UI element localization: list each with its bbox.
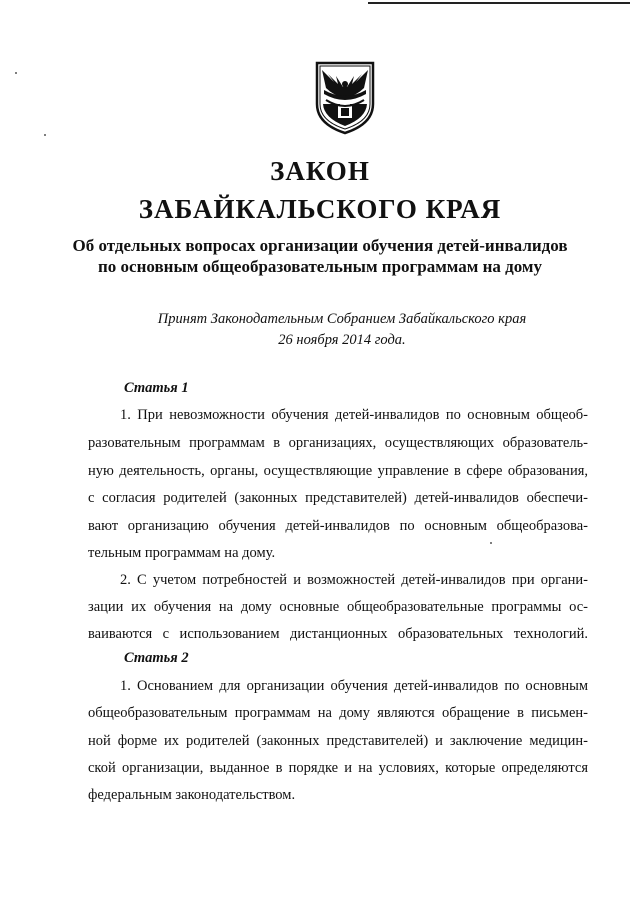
article-2-heading: Статья 2 xyxy=(124,650,189,666)
article-1-text-line: вают организацию обучения детей-инвалидов по основным общеобразова- xyxy=(88,518,588,534)
article-2-text-line: федеральным законодательством. xyxy=(88,787,296,803)
document-type-title: ЗАКОН xyxy=(270,156,370,186)
article-1-text-line: 1. При невозможности обучения детей-инвалидов по основным общеоб- xyxy=(120,407,588,423)
article-1-text-line: тельным программам на дому. xyxy=(88,545,276,561)
article-1-text-line: с согласия родителей (законных представителей) детей-инвалидов обеспечи- xyxy=(88,490,588,506)
article-1-text-line: ваиваются с использованием дистанционных образовательных технологий. xyxy=(88,626,588,642)
scan-speck xyxy=(490,542,492,544)
adoption-date: 26 ноября 2014 года. xyxy=(278,332,406,348)
article-2-text-line: 1. Основанием для организации обучения детей-инвалидов по основным xyxy=(120,678,588,694)
law-subject-line-2: по основным общеобразовательным программам на дому xyxy=(98,257,542,276)
adoption-note-line-1: Принят Законодательным Собранием Забайкальского края xyxy=(157,311,527,327)
article-1-text-line: 2. С учетом потребностей и возможностей детей-инвалидов при органи- xyxy=(120,572,588,588)
article-2-text-line: общеобразовательным программам на дому являются обращение в письмен- xyxy=(88,705,588,721)
law-subject-line-1: Об отдельных вопросах организации обучения детей-инвалидов xyxy=(72,236,568,255)
coat-of-arms-icon xyxy=(314,60,376,136)
scan-speck xyxy=(15,72,17,74)
article-1-text-line: разовательным программам в организациях, осуществляющих образователь- xyxy=(88,435,588,451)
article-1-text-line: зации их обучения на дому основные общеобразовательные программы ос- xyxy=(88,599,588,615)
scan-speck xyxy=(44,134,46,136)
region-title: ЗАБАЙКАЛЬСКОГО КРАЯ xyxy=(138,194,502,224)
article-2-text-line: ной форме их родителей (законных представителей) и заключение медицин- xyxy=(88,733,588,749)
article-1-text-line: ную деятельность, органы, осуществляющие управление в сфере образования, xyxy=(88,463,588,479)
article-1-heading: Статья 1 xyxy=(124,380,189,396)
article-2-text-line: ской организации, выданное в порядке и на условиях, которые определяются xyxy=(88,760,588,776)
top-rule xyxy=(368,2,630,4)
